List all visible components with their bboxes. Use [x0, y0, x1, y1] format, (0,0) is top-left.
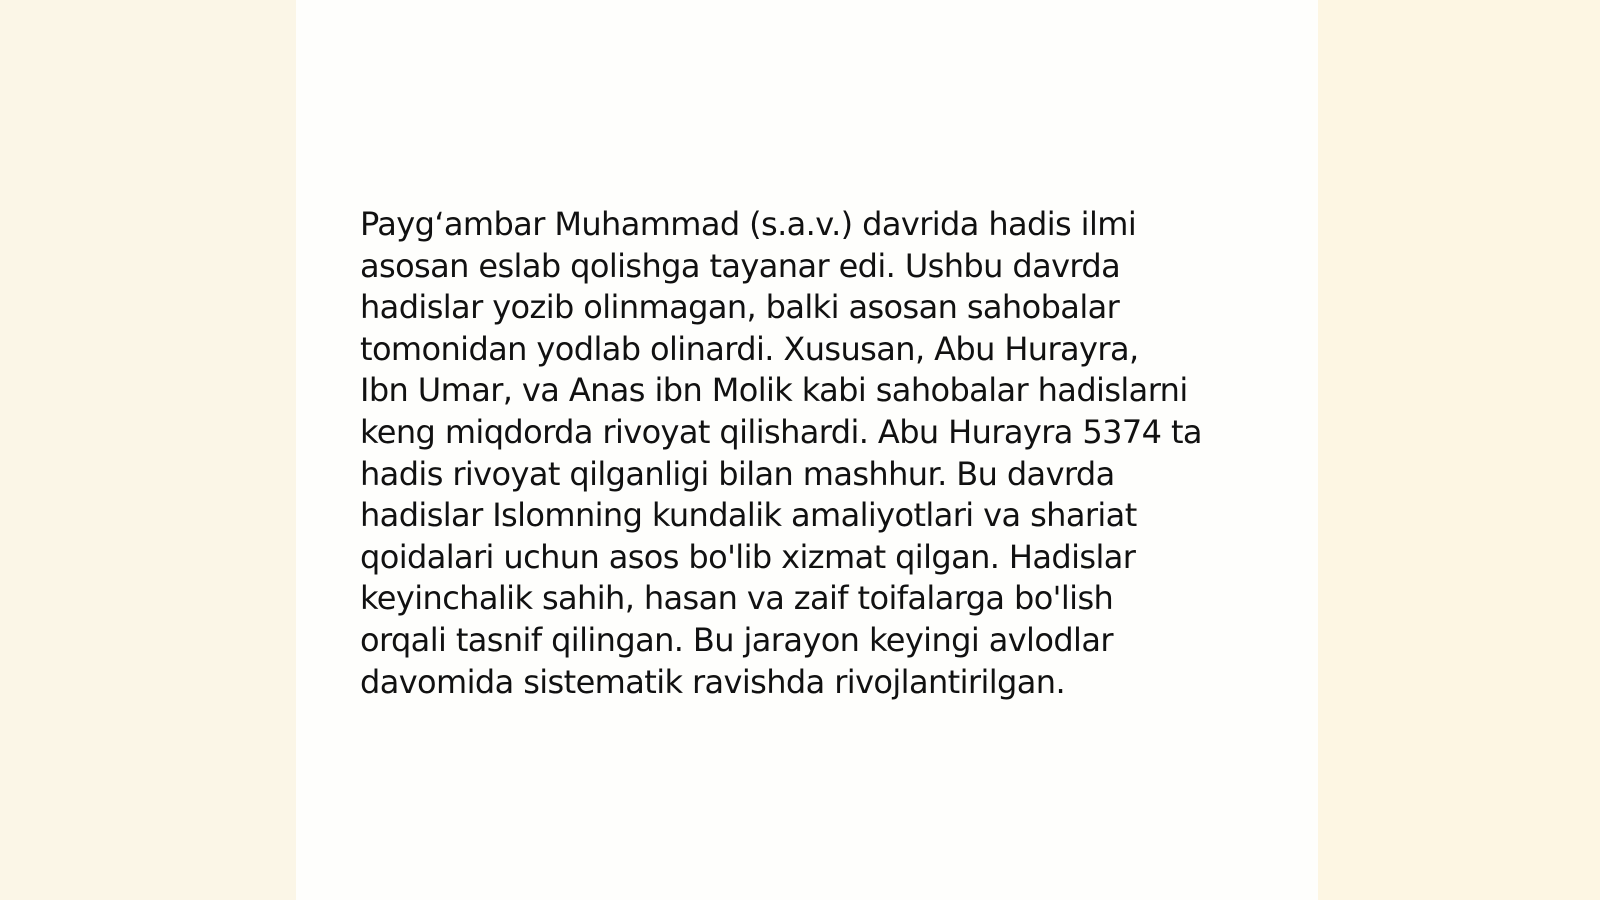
paragraph-line-2: asosan eslab qolishga tayanar edi. Ushbu davrda	[360, 246, 1121, 285]
left-margin-panel	[0, 0, 296, 900]
paragraph-line-1: Payg‘ambar Muhammad (s.a.v.) davrida hadis ilmi	[360, 205, 1137, 243]
paragraph-line-6: keng miqdorda rivoyat qilishardi. Abu Hurayra 5374 ta	[360, 412, 1202, 451]
paragraph-line-10: keyinchalik sahih, hasan va zaif toifalarga bo'lish	[360, 579, 1114, 618]
slide-canvas	[296, 0, 1318, 900]
paragraph-line-7: hadis rivoyat qilganligi bilan mashhur. Bu davrda	[360, 454, 1115, 493]
paragraph-line-8: hadislar Islomning kundalik amaliyotlari va shariat	[360, 496, 1137, 535]
paragraph-line-3: hadislar yozib olinmagan, balki asosan sahobalar	[360, 288, 1120, 327]
paragraph-line-4: tomonidan yodlab olinardi. Xususan, Abu Hurayra,	[360, 329, 1139, 368]
body-paragraph	[360, 204, 1260, 703]
right-margin-panel	[1318, 0, 1600, 900]
paragraph-line-9: qoidalari uchun asos bo'lib xizmat qilgan. Hadislar	[360, 537, 1136, 576]
paragraph-line-12: davomida sistematik ravishda rivojlantirilgan.	[360, 662, 1066, 701]
paragraph-line-11: orqali tasnif qilingan. Bu jarayon keyingi avlodlar	[360, 620, 1113, 659]
paragraph-line-5: Ibn Umar, va Anas ibn Molik kabi sahobalar hadislarni	[360, 371, 1188, 410]
